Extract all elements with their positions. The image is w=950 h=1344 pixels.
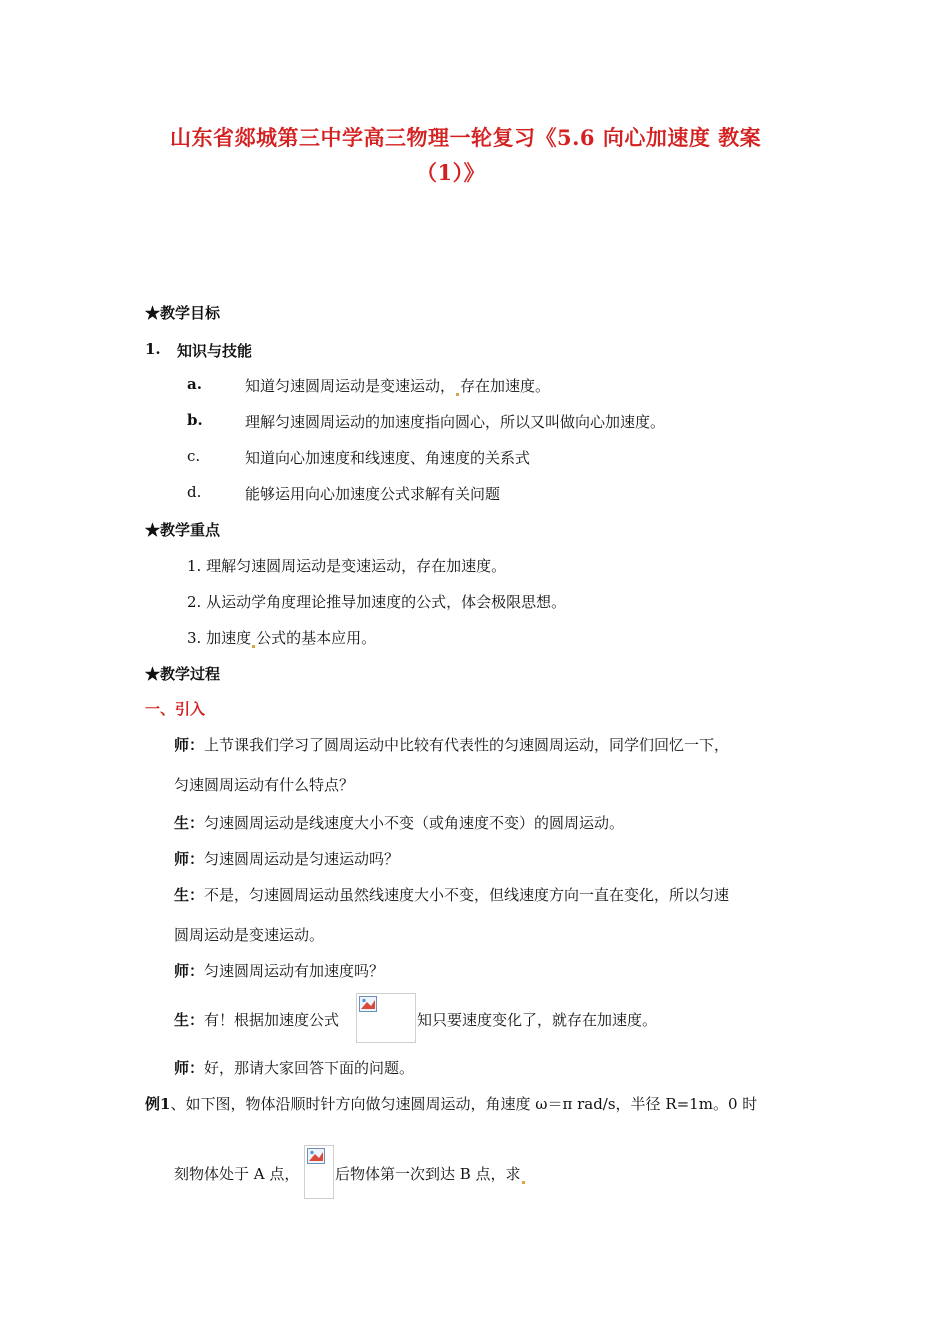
goal-item-c-marker: c.	[187, 447, 201, 465]
speaker-teacher: 师：	[174, 736, 205, 754]
broken-image-icon	[307, 1148, 325, 1164]
keypoint-2	[187, 591, 566, 612]
dialog-text: 不是，匀速圆周运动虽然线速度大小不变，但线速度方向一直在变化，所以匀速	[204, 886, 730, 904]
goals-sub-number: 1.	[145, 340, 161, 358]
speaker-teacher: 师：	[174, 850, 205, 868]
goal-item-a-marker: a.	[187, 375, 202, 393]
dialog-line-3	[174, 848, 399, 869]
example-text-continued: 后物体第一次到达 B 点，求	[335, 1165, 521, 1183]
goal-item-a-text-part2: 存在加速度。	[460, 377, 551, 395]
dialog-text: 匀速圆周运动有加速度吗？	[204, 962, 385, 980]
keypoint-3-text-part1: 加速度	[206, 629, 252, 647]
keypoint-2-text: 从运动学角度理论推导加速度的公式，体会极限思想。	[206, 593, 567, 611]
document-title-line2: （1）》	[416, 160, 486, 185]
dialog-text: 好，那请大家回答下面的问题。	[204, 1059, 415, 1077]
speaker-teacher: 师：	[174, 962, 205, 980]
goal-item-a-text-part1: 知道匀速圆周运动是变速运动，	[245, 377, 456, 395]
goal-item-b-marker: b.	[187, 411, 203, 429]
example-number: 1	[160, 1095, 171, 1113]
dialog-text: 有！根据加速度公式	[204, 1011, 340, 1029]
keypoints-heading: ★教学重点	[145, 521, 221, 539]
keypoint-2-number: 2.	[187, 593, 202, 611]
document-title-line1: 山东省郯城第三中学高三物理一轮复习《5.6 向心加速度 教案	[170, 125, 762, 150]
goal-item-a-text	[245, 375, 550, 396]
goal-item-c-text: 知道向心加速度和线速度、角速度的关系式	[245, 449, 531, 467]
dialog-line-4	[174, 884, 729, 905]
dialog-text: 匀速圆周运动是线速度大小不变（或角速度不变）的圆周运动。	[204, 814, 625, 832]
formula-image-placeholder	[356, 993, 416, 1043]
goals-heading: ★教学目标	[145, 304, 221, 322]
goal-item-d-text: 能够运用向心加速度公式求解有关问题	[245, 485, 501, 503]
keypoint-3-number: 3.	[187, 629, 202, 647]
goals-sub-label: 知识与技能	[177, 342, 253, 360]
speaker-student: 生：	[174, 1011, 205, 1029]
process-heading: ★教学过程	[145, 665, 221, 683]
anchor-mark-icon	[522, 1181, 525, 1184]
example-text: 、如下图，物体沿顺时针方向做匀速圆周运动，角速度 ω＝π rad/s，半径 R=1m。0 时	[170, 1095, 758, 1113]
dialog-text: 匀速圆周运动是匀速运动吗？	[204, 850, 400, 868]
time-value-image-placeholder	[304, 1145, 334, 1199]
example-1-line2-part2	[335, 1163, 526, 1184]
example-label: 例	[145, 1095, 161, 1113]
dialog-line-1-continued: 匀速圆周运动有什么特点？	[174, 776, 355, 794]
goal-item-d-marker: d.	[187, 483, 202, 501]
keypoint-1-number: 1.	[187, 557, 202, 575]
speaker-student: 生：	[174, 814, 205, 832]
speaker-teacher: 师：	[174, 1059, 205, 1077]
dialog-line-1	[174, 734, 729, 755]
anchor-mark-icon	[252, 645, 255, 648]
keypoint-1-text: 理解匀速圆周运动是变速运动，存在加速度。	[206, 557, 507, 575]
dialog-text: 上节课我们学习了圆周运动中比较有代表性的匀速圆周运动，同学们回忆一下，	[204, 736, 730, 754]
dialog-line-6-part1	[174, 1009, 339, 1030]
dialog-line-5	[174, 960, 384, 981]
keypoint-3-text-part2: 公式的基本应用。	[256, 629, 377, 647]
section-intro-heading: 一、引入	[145, 700, 206, 718]
anchor-mark-icon	[456, 393, 459, 396]
keypoint-3	[187, 627, 376, 648]
dialog-line-6-part2: 知只要速度变化了，就存在加速度。	[417, 1011, 658, 1029]
speaker-student: 生：	[174, 886, 205, 904]
broken-image-icon	[359, 996, 377, 1012]
dialog-line-7	[174, 1057, 414, 1078]
example-1-line1	[145, 1093, 757, 1114]
dialog-line-2	[174, 812, 624, 833]
goal-item-b-text: 理解匀速圆周运动的加速度指向圆心，所以又叫做向心加速度。	[245, 413, 666, 431]
keypoint-1	[187, 555, 506, 576]
dialog-line-4-continued: 圆周运动是变速运动。	[174, 926, 325, 944]
example-1-line2-part1: 刻物体处于 A 点，	[174, 1165, 300, 1183]
